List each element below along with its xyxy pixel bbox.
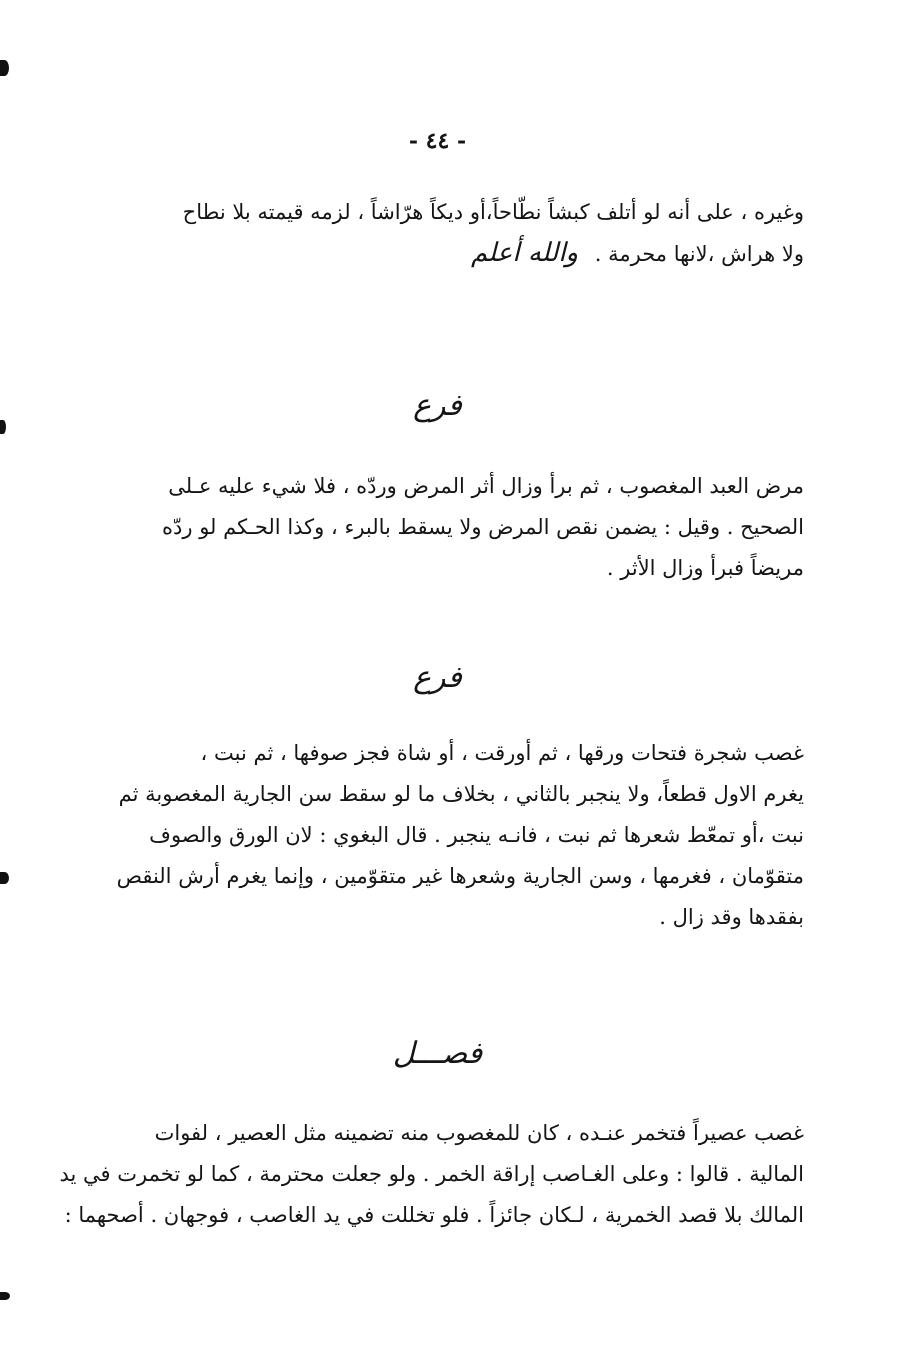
paragraph [59,1113,804,1236]
paragraph [78,733,804,938]
text-line: المالية . قالوا : وعلى الغـاصب إراقة الخمر . ولو جعلت محترمة ، كما لو تخمرت في يد [59,1162,804,1186]
section-heading: فرع [413,388,462,423]
text-line-part: ولا هراش ،لانها محرمة . [594,242,804,266]
text-line: المالك بلا قصد الخمرية ، لـكان جائزاً . فلو تخللت في يد الغاصب ، فوجهان . أصحهما : [64,1203,804,1227]
text-line: وغيره ، على أنه لو أتلف كبشاً نطّاحاً،أو ديكاً هرّاشاً ، لزمه قيمته بلا نطاح [182,200,804,224]
scan-edge-mark [0,1292,10,1300]
text-line: الصحيح . وقيل : يضمن نقص المرض ولا يسقط بالبرء ، وكذا الحـكم لو ردّه [162,515,804,539]
section-heading: فصـــل [392,1036,483,1071]
closing-phrase: والله أعلم [470,238,579,268]
scan-edge-mark [0,872,9,884]
text-line: بفقدها وقد زال . [659,905,804,929]
section-heading: فرع [413,660,462,695]
text-line [78,233,804,275]
text-line: متقوّمان ، فغرمها ، وسن الجارية وشعرها غير متقوّمين ، وإنما يغرم أرش النقص [116,864,804,888]
scan-edge-mark [0,60,9,76]
paragraph-continuation [78,192,804,275]
page-number: - ٤٤ - [408,128,467,154]
text-line: غصب شجرة فتحات ورقها ، ثم أورقت ، أو شاة فجز صوفها ، ثم نبت ، [200,741,804,765]
paragraph [78,466,804,589]
text-line: يغرم الاول قطعاً، ولا ينجبر بالثاني ، بخلاف ما لو سقط سن الجارية المغصوبة ثم [118,782,804,806]
text-line: نبت ،أو تمعّط شعرها ثم نبت ، فانـه ينجبر . قال البغوي : لان الورق والصوف [149,823,804,847]
text-line: مرض العبد المغصوب ، ثم برأ وزال أثر المرض وردّه ، فلا شيء عليه عـلى [168,474,804,498]
text-line: مريضاً فبرأ وزال الأثر . [606,556,804,580]
text-line: غصب عصيراً فتخمر عنـده ، كان للمغصوب منه تضمينه مثل العصير ، لفوات [154,1121,804,1145]
